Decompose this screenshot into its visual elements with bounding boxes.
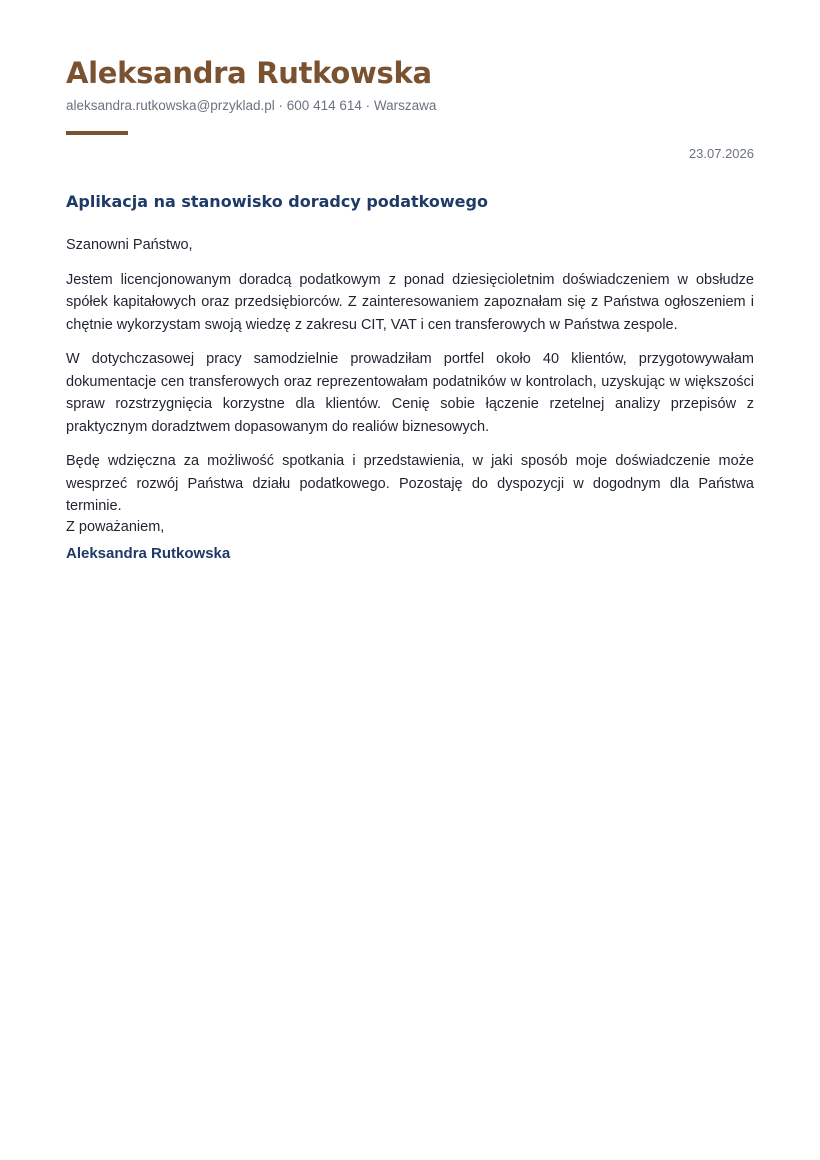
- letter-paragraph: Jestem licencjonowanym doradcą podatkowym z ponad dziesięcioletnim doświadczeniem w obsłudze spółek kapitałowych oraz przedsiębiorców. Z zainteresowaniem zapoznałam się z Państwa ogłoszeniem i chętnie wykorzystam swoją wiedzę z zakresu CIT, VAT i cen transferowych w Państwa zespole.: [66, 271, 754, 333]
- letter-date: 23.07.2026: [688, 146, 754, 161]
- letter-paragraph: W dotychczasowej pracy samodzielnie prowadziłam portfel około 40 klientów, przygotowywałam dokumentacje cen transferowych oraz reprezentowałam podatników w kontrolach, uzyskując w większości spraw rozstrzygnięcia korzystne dla klientów. Cenię sobie łączenie rzetelnej analizy przepisów z praktycznym doradztwem dopasowanym do realiów biznesowych.: [66, 351, 754, 435]
- sender-contact-line: aleksandra.rutkowska@przyklad.pl · 600 414 614 · Warszawa: [66, 98, 437, 113]
- letter-subject: Aplikacja na stanowisko doradcy podatkowego: [66, 192, 488, 211]
- letter-paragraph: Będę wdzięczna za możliwość spotkania i przedstawienia, w jaki sposób moje doświadczenie może wesprzeć rozwój Państwa działu podatkowego. Pozostaję do dyspozycji w dogodnym dla Państwa terminie.: [66, 453, 754, 514]
- letter-signature: Aleksandra Rutkowska: [66, 545, 231, 562]
- letter-greeting: Szanowni Państwo,: [66, 237, 193, 253]
- sender-name: Aleksandra Rutkowska: [66, 56, 432, 90]
- header-accent-divider: [66, 131, 128, 135]
- letter-body: [66, 234, 754, 530]
- letter-closing: Z poważaniem,: [66, 519, 165, 535]
